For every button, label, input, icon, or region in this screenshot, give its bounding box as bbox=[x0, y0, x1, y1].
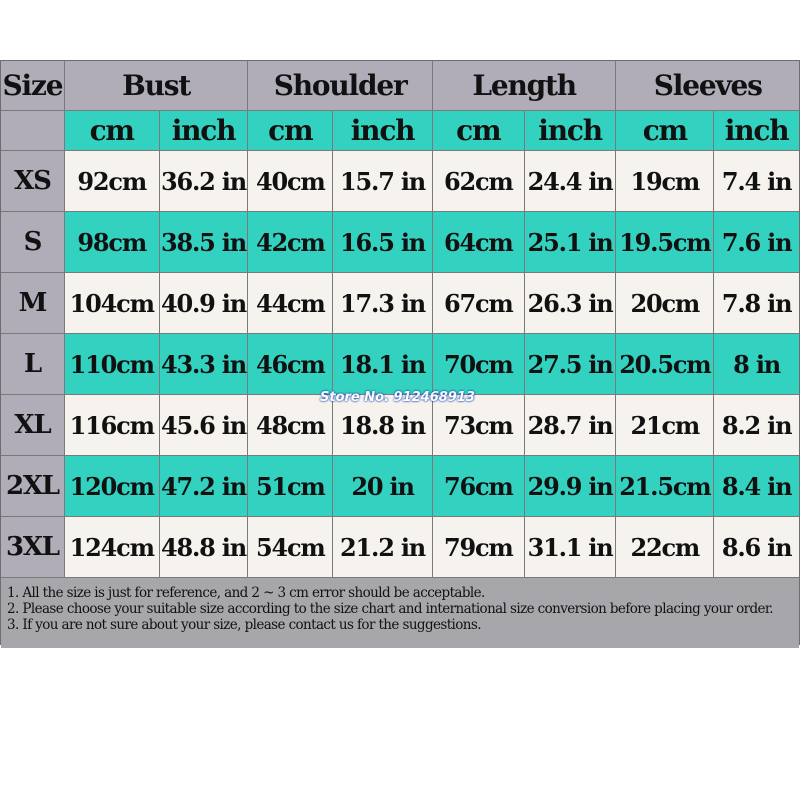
value-cell: 62cm bbox=[433, 151, 525, 211]
table-row bbox=[1, 517, 799, 578]
unit-row bbox=[1, 111, 799, 151]
value-cell: 92cm bbox=[65, 151, 160, 211]
note-line: 1. All the size is just for reference, and 2 ~ 3 cm error should be acceptable. bbox=[7, 585, 485, 601]
value-cell: 79cm bbox=[433, 517, 525, 577]
data-rows bbox=[1, 151, 799, 578]
table-row bbox=[1, 151, 799, 212]
shoulder-header: Shoulder bbox=[248, 61, 433, 110]
value-cell: 29.9 in bbox=[525, 456, 617, 516]
value-cell: 22cm bbox=[616, 517, 714, 577]
value-cell: 40cm bbox=[248, 151, 333, 211]
unit-cell: cm bbox=[433, 111, 525, 150]
value-cell: 19.5cm bbox=[616, 212, 714, 272]
value-cell: 120cm bbox=[65, 456, 160, 516]
value-cell: 73cm bbox=[433, 395, 525, 455]
size-cell: 2XL bbox=[1, 456, 65, 516]
value-cell: 15.7 in bbox=[333, 151, 433, 211]
table-row bbox=[1, 212, 799, 273]
table-row bbox=[1, 273, 799, 334]
value-cell: 8.4 in bbox=[714, 456, 799, 516]
size-cell: XL bbox=[1, 395, 65, 455]
unit-cell: cm bbox=[248, 111, 333, 150]
value-cell: 64cm bbox=[433, 212, 525, 272]
value-cell: 18.1 in bbox=[333, 334, 433, 394]
value-cell: 17.3 in bbox=[333, 273, 433, 333]
value-cell: 7.4 in bbox=[714, 151, 799, 211]
value-cell: 7.6 in bbox=[714, 212, 799, 272]
value-cell: 8.2 in bbox=[714, 395, 799, 455]
header-row bbox=[1, 61, 799, 111]
size-chart-table bbox=[0, 60, 800, 645]
value-cell: 20cm bbox=[616, 273, 714, 333]
value-cell: 18.8 in bbox=[333, 395, 433, 455]
value-cell: 45.6 in bbox=[160, 395, 249, 455]
value-cell: 48cm bbox=[248, 395, 333, 455]
sleeves-header: Sleeves bbox=[653, 69, 762, 102]
value-cell: 51cm bbox=[248, 456, 333, 516]
value-cell: 21.2 in bbox=[333, 517, 433, 577]
value-cell: 98cm bbox=[65, 212, 160, 272]
unit-cell: inch bbox=[714, 111, 799, 150]
value-cell: 38.5 in bbox=[160, 212, 249, 272]
size-cell: M bbox=[1, 273, 65, 333]
value-cell: 70cm bbox=[433, 334, 525, 394]
value-cell: 25.1 in bbox=[525, 212, 617, 272]
value-cell: 36.2 in bbox=[160, 151, 249, 211]
value-cell: 44cm bbox=[248, 273, 333, 333]
value-cell: 8 in bbox=[714, 334, 799, 394]
unit-cell: cm bbox=[65, 111, 160, 150]
value-cell: 48.8 in bbox=[160, 517, 249, 577]
size-cell: L bbox=[1, 334, 65, 394]
notes bbox=[1, 578, 799, 648]
value-cell: 27.5 in bbox=[525, 334, 617, 394]
value-cell: 19cm bbox=[616, 151, 714, 211]
value-cell: 43.3 in bbox=[160, 334, 249, 394]
value-cell: 124cm bbox=[65, 517, 160, 577]
value-cell: 16.5 in bbox=[333, 212, 433, 272]
length-header: Length bbox=[433, 61, 617, 110]
unit-cell: inch bbox=[160, 111, 249, 150]
value-cell: 76cm bbox=[433, 456, 525, 516]
table-row bbox=[1, 456, 799, 517]
value-cell: 28.7 in bbox=[525, 395, 617, 455]
value-cell: 116cm bbox=[65, 395, 160, 455]
table-row bbox=[1, 334, 799, 395]
value-cell: 47.2 in bbox=[160, 456, 249, 516]
value-cell: 21.5cm bbox=[616, 456, 714, 516]
value-cell: 21cm bbox=[616, 395, 714, 455]
unit-cell: inch bbox=[525, 111, 617, 150]
value-cell: 7.8 in bbox=[714, 273, 799, 333]
unit-blank bbox=[1, 111, 65, 150]
size-cell: 3XL bbox=[1, 517, 65, 577]
unit-cell: cm bbox=[616, 111, 714, 150]
unit-cell: inch bbox=[333, 111, 433, 150]
value-cell: 42cm bbox=[248, 212, 333, 272]
value-cell: 20 in bbox=[333, 456, 433, 516]
store-watermark: Store No. 912468913 bbox=[320, 390, 475, 405]
note-line: 3. If you are not sure about your size, please contact us for the suggestions. bbox=[7, 617, 481, 633]
value-cell: 40.9 in bbox=[160, 273, 249, 333]
value-cell: 110cm bbox=[65, 334, 160, 394]
value-cell: 8.6 in bbox=[714, 517, 799, 577]
bust-header: Bust bbox=[65, 61, 249, 110]
value-cell: 67cm bbox=[433, 273, 525, 333]
value-cell: 31.1 in bbox=[525, 517, 617, 577]
value-cell: 104cm bbox=[65, 273, 160, 333]
value-cell: 46cm bbox=[248, 334, 333, 394]
value-cell: 54cm bbox=[248, 517, 333, 577]
note-line: 2. Please choose your suitable size according to the size chart and international size conversion before placing your order. bbox=[7, 601, 773, 617]
size-cell: S bbox=[1, 212, 65, 272]
size-cell: XS bbox=[1, 151, 65, 211]
value-cell: 20.5cm bbox=[616, 334, 714, 394]
value-cell: 26.3 in bbox=[525, 273, 617, 333]
size-header: Size bbox=[1, 61, 65, 110]
value-cell: 24.4 in bbox=[525, 151, 617, 211]
